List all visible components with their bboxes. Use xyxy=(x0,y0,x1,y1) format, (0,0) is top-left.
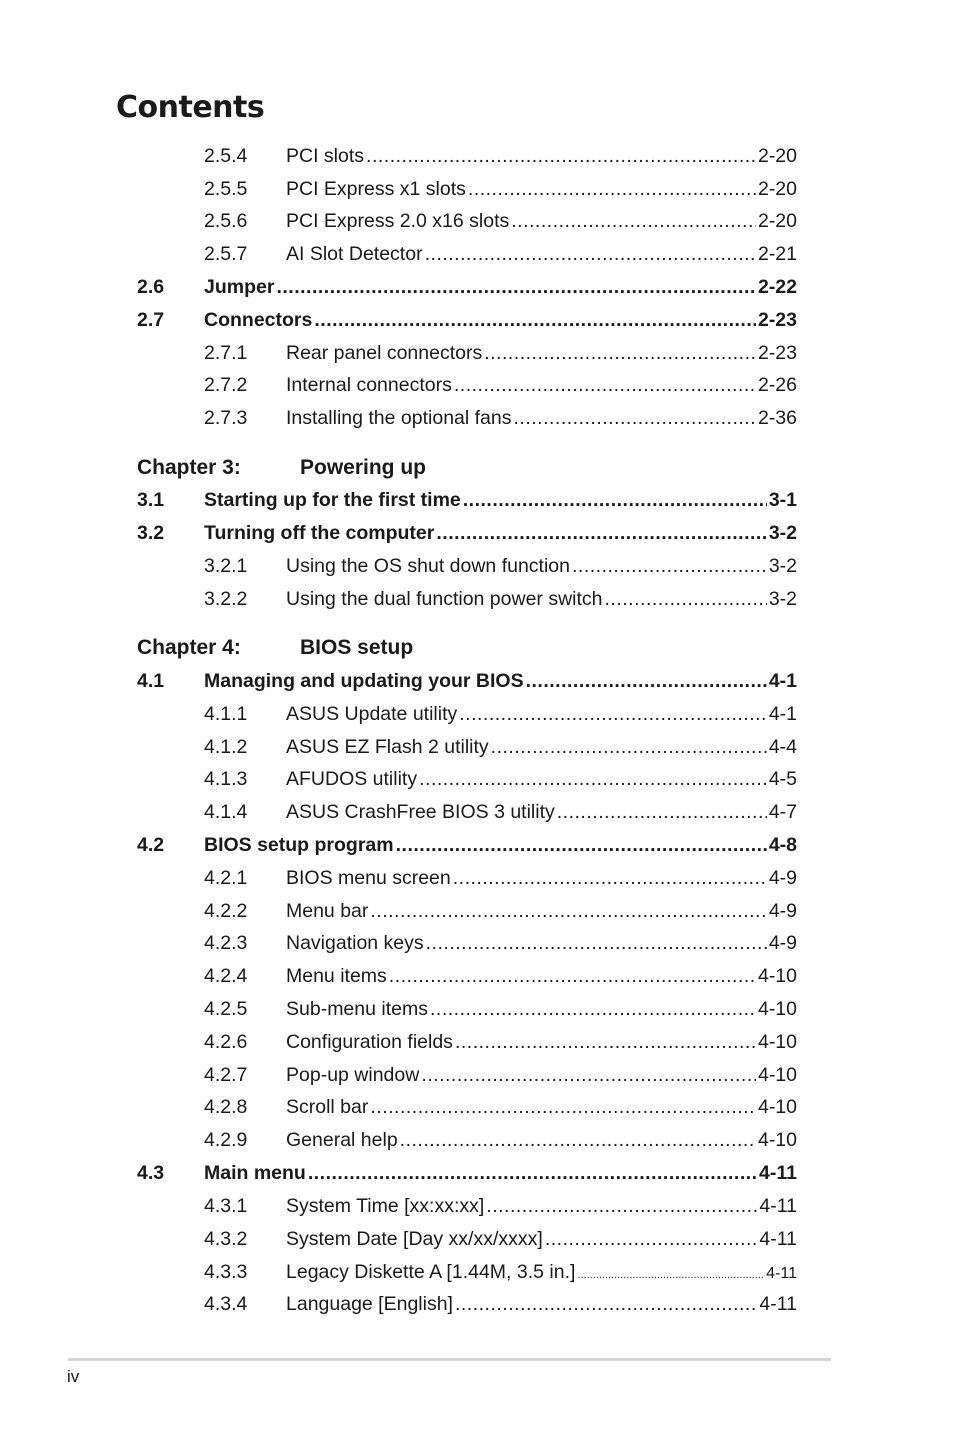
chapter-title: BIOS setup xyxy=(300,636,414,659)
toc-entry-2-7-2[interactable] xyxy=(204,369,797,402)
toc-entry-4-2-9[interactable] xyxy=(204,1124,797,1157)
toc-entry-page: 4-9 xyxy=(768,867,797,889)
toc-entry-number: 4.2.8 xyxy=(204,1096,248,1118)
dot-leader xyxy=(425,238,756,271)
toc-entry-number: 4.3.3 xyxy=(204,1261,248,1283)
dot-leader xyxy=(276,271,756,304)
toc-entry-4-3-1[interactable] xyxy=(204,1190,797,1223)
toc-section-3-1[interactable] xyxy=(137,484,797,517)
toc-entry-title: PCI slots xyxy=(286,145,365,167)
toc-entry-4-2-5[interactable] xyxy=(204,993,797,1026)
chapter-label: Chapter 3: xyxy=(137,456,241,479)
toc-entry-2-5-7[interactable] xyxy=(204,238,797,271)
toc-entry-title: Rear panel connectors xyxy=(286,342,483,364)
toc-section-title: Main menu xyxy=(204,1162,306,1184)
toc-entry-page: 4-10 xyxy=(757,998,797,1020)
dot-leader xyxy=(370,1091,756,1124)
toc-entry-number: 3.2.2 xyxy=(204,588,248,610)
toc-entry-4-3-4[interactable] xyxy=(204,1288,797,1321)
toc-section-4-3[interactable] xyxy=(137,1157,797,1190)
toc-entry-number: 4.2.9 xyxy=(204,1129,248,1151)
toc-entry-4-1-2[interactable] xyxy=(204,731,797,764)
dot-leader xyxy=(484,337,756,370)
dot-leader xyxy=(455,1288,757,1321)
toc-entry-page: 4-9 xyxy=(768,932,797,954)
toc-entry-number: 2.5.5 xyxy=(204,178,248,200)
dot-leader xyxy=(308,1157,757,1190)
toc-entry-4-2-7[interactable] xyxy=(204,1059,797,1092)
toc-section-page: 2-23 xyxy=(757,309,797,331)
toc-entry-page: 2-23 xyxy=(757,342,797,364)
toc-entry-title: Menu items xyxy=(286,965,387,987)
toc-section-number: 3.1 xyxy=(137,489,165,511)
toc-entry-number: 4.2.2 xyxy=(204,900,248,922)
toc-entry-2-7-3[interactable] xyxy=(204,402,797,435)
toc-entry-title: Configuration fields xyxy=(286,1031,453,1053)
toc-entry-page: 4-11 xyxy=(759,1228,797,1250)
toc-entry-title: ASUS CrashFree BIOS 3 utility xyxy=(286,801,555,823)
toc-entry-title: BIOS menu screen xyxy=(286,867,451,889)
toc-entry-page: 2-20 xyxy=(757,178,797,200)
toc-entry-title: System Date [Day xx/xx/xxxx] xyxy=(286,1228,543,1250)
toc-entry-title: Legacy Diskette A [1.44M, 3.5 in.] xyxy=(286,1261,576,1283)
toc-entry-title: ASUS EZ Flash 2 utility xyxy=(286,736,489,758)
toc-entry-title: Installing the optional fans xyxy=(286,407,512,429)
toc-entry-page: 4-9 xyxy=(768,900,797,922)
toc-entry-page: 4-10 xyxy=(757,1096,797,1118)
dot-leader xyxy=(453,862,767,895)
toc-entry-page: 4-11 xyxy=(759,1293,797,1315)
toc-entry-title: AI Slot Detector xyxy=(286,243,423,265)
page-title: Contents xyxy=(116,90,265,125)
toc-entry-page: 4-5 xyxy=(768,768,797,790)
toc-entry-page: 4-7 xyxy=(768,801,797,823)
toc-entry-4-1-4[interactable] xyxy=(204,796,797,829)
toc-entry-title: AFUDOS utility xyxy=(286,768,418,790)
toc-entry-2-5-5[interactable] xyxy=(204,173,797,206)
toc-entry-number: 4.2.3 xyxy=(204,932,248,954)
toc-entry-number: 4.2.6 xyxy=(204,1031,248,1053)
footer-page-number: iv xyxy=(67,1367,80,1386)
toc-entry-title: PCI Express x1 slots xyxy=(286,178,466,200)
dot-leader xyxy=(396,829,767,862)
toc-entry-3-2-2[interactable] xyxy=(204,583,797,616)
toc-section-title: Turning off the computer xyxy=(204,522,435,544)
toc-entry-title: System Time [xx:xx:xx] xyxy=(286,1195,485,1217)
toc-entry-title: Using the dual function power switch xyxy=(286,588,603,610)
toc-entry-number: 2.7.1 xyxy=(204,342,248,364)
toc-entry-3-2-1[interactable] xyxy=(204,550,797,583)
toc-section-page: 3-1 xyxy=(768,489,797,511)
toc-entry-title: Sub-menu items xyxy=(286,998,428,1020)
toc-entry-title: General help xyxy=(286,1129,398,1151)
toc-entry-number: 4.3.2 xyxy=(204,1228,248,1250)
toc-entry-4-2-3[interactable] xyxy=(204,927,797,960)
toc-entry-number: 4.3.4 xyxy=(204,1293,248,1315)
toc-entry-number: 4.1.1 xyxy=(204,703,248,725)
toc-entry-page: 3-2 xyxy=(768,588,797,610)
dot-leader xyxy=(455,1026,756,1059)
toc-section-number: 2.7 xyxy=(137,309,165,331)
toc-section-page: 4-11 xyxy=(759,1162,797,1184)
toc-entry-number: 2.7.3 xyxy=(204,407,248,429)
dot-leader xyxy=(389,960,756,993)
toc-section-4-1[interactable] xyxy=(137,665,797,698)
toc-entry-number: 2.7.2 xyxy=(204,374,248,396)
toc-entry-title: Navigation keys xyxy=(286,932,424,954)
dot-leader xyxy=(370,895,766,928)
toc-section-number: 4.2 xyxy=(137,834,165,856)
toc-entry-4-3-3[interactable] xyxy=(204,1256,797,1289)
toc-entry-number: 2.5.6 xyxy=(204,210,248,232)
toc-entry-page: 4-11 xyxy=(766,1265,797,1282)
dot-leader xyxy=(366,140,756,173)
toc-entry-number: 4.3.1 xyxy=(204,1195,248,1217)
toc-entry-number: 4.1.3 xyxy=(204,768,248,790)
footer-divider xyxy=(68,1358,831,1361)
toc-entry-title: Pop-up window xyxy=(286,1064,420,1086)
toc-section-number: 4.3 xyxy=(137,1162,165,1184)
dot-leader xyxy=(511,205,756,238)
toc-section-title: BIOS setup program xyxy=(204,834,394,856)
toc-entry-number: 4.2.1 xyxy=(204,867,248,889)
dot-leader xyxy=(463,484,767,517)
toc-entry-page: 4-1 xyxy=(768,703,797,725)
dot-leader xyxy=(436,517,766,550)
toc-entry-2-5-4[interactable] xyxy=(204,140,797,173)
toc-entry-title: Language [English] xyxy=(286,1293,453,1315)
toc-entry-number: 4.2.7 xyxy=(204,1064,248,1086)
toc-entry-number: 4.2.4 xyxy=(204,965,248,987)
dot-leader xyxy=(426,927,767,960)
dot-leader xyxy=(605,583,767,616)
toc-section-title: Managing and updating your BIOS xyxy=(204,670,524,692)
toc-entry-page: 2-36 xyxy=(757,407,797,429)
dot-leader xyxy=(400,1124,756,1157)
toc-entry-title: Using the OS shut down function xyxy=(286,555,570,577)
toc-entry-title: Scroll bar xyxy=(286,1096,369,1118)
toc-entry-page: 3-2 xyxy=(768,555,797,577)
toc-section-number: 4.1 xyxy=(137,670,165,692)
dot-leader xyxy=(421,1059,756,1092)
toc-entry-title: ASUS Update utility xyxy=(286,703,458,725)
toc-section-number: 2.6 xyxy=(137,276,165,298)
toc-entry-2-7-1[interactable] xyxy=(204,337,797,370)
toc-section-page: 4-8 xyxy=(768,834,797,856)
dot-leader xyxy=(430,993,756,1026)
toc-section-3-2[interactable] xyxy=(137,517,797,550)
toc-entry-title: Internal connectors xyxy=(286,374,452,396)
toc-entry-4-2-1[interactable] xyxy=(204,862,797,895)
toc-entry-4-1-3[interactable] xyxy=(204,763,797,796)
toc-entry-4-2-2[interactable] xyxy=(204,895,797,928)
toc-section-page: 2-22 xyxy=(757,276,797,298)
toc-entry-page: 4-10 xyxy=(757,1129,797,1151)
toc-entry-number: 4.2.5 xyxy=(204,998,248,1020)
toc-entry-page: 2-21 xyxy=(757,243,797,265)
toc-section-page: 3-2 xyxy=(768,522,797,544)
toc-section-title: Jumper xyxy=(204,276,275,298)
toc-entry-4-2-6[interactable] xyxy=(204,1026,797,1059)
dot-leader xyxy=(468,173,756,206)
toc-entry-number: 2.5.4 xyxy=(204,145,248,167)
toc-section-title: Connectors xyxy=(204,309,313,331)
toc-entry-4-1-1[interactable] xyxy=(204,698,797,731)
dot-leader xyxy=(557,796,767,829)
toc-entry-4-2-8[interactable] xyxy=(204,1091,797,1124)
toc-section-2-6[interactable] xyxy=(137,271,797,304)
dot-leader xyxy=(526,665,767,698)
toc-entry-page: 4-10 xyxy=(757,965,797,987)
dot-leader xyxy=(545,1223,758,1256)
dot-leader xyxy=(486,1190,757,1223)
toc-entry-page: 2-20 xyxy=(757,210,797,232)
toc-section-2-7[interactable] xyxy=(137,304,797,337)
toc-section-page: 4-1 xyxy=(768,670,797,692)
toc-entry-page: 4-4 xyxy=(768,736,797,758)
chapter-title: Powering up xyxy=(300,456,426,479)
toc-entry-number: 3.2.1 xyxy=(204,555,248,577)
toc-entry-page: 2-26 xyxy=(757,374,797,396)
chapter-label: Chapter 4: xyxy=(137,636,241,659)
dot-leader xyxy=(419,763,767,796)
toc-entry-4-3-2[interactable] xyxy=(204,1223,797,1256)
toc-section-number: 3.2 xyxy=(137,522,165,544)
toc-entry-number: 4.1.2 xyxy=(204,736,248,758)
toc-entry-title: Menu bar xyxy=(286,900,369,922)
dot-leader xyxy=(314,304,756,337)
toc-entry-page: 4-11 xyxy=(759,1195,797,1217)
toc-entry-page: 4-10 xyxy=(757,1064,797,1086)
toc-entry-page: 4-10 xyxy=(757,1031,797,1053)
toc-section-title: Starting up for the first time xyxy=(204,489,461,511)
toc-entry-2-5-6[interactable] xyxy=(204,205,797,238)
dot-leader xyxy=(572,550,767,583)
toc-entry-number: 4.1.4 xyxy=(204,801,248,823)
toc-entry-4-2-4[interactable] xyxy=(204,960,797,993)
toc-entry-page: 2-20 xyxy=(757,145,797,167)
toc-entry-number: 2.5.7 xyxy=(204,243,248,265)
dot-leader xyxy=(491,731,767,764)
dot-leader xyxy=(459,698,767,731)
toc-section-4-2[interactable] xyxy=(137,829,797,862)
dot-leader xyxy=(454,369,756,402)
dot-leader xyxy=(514,402,756,435)
toc-entry-title: PCI Express 2.0 x16 slots xyxy=(286,210,510,232)
